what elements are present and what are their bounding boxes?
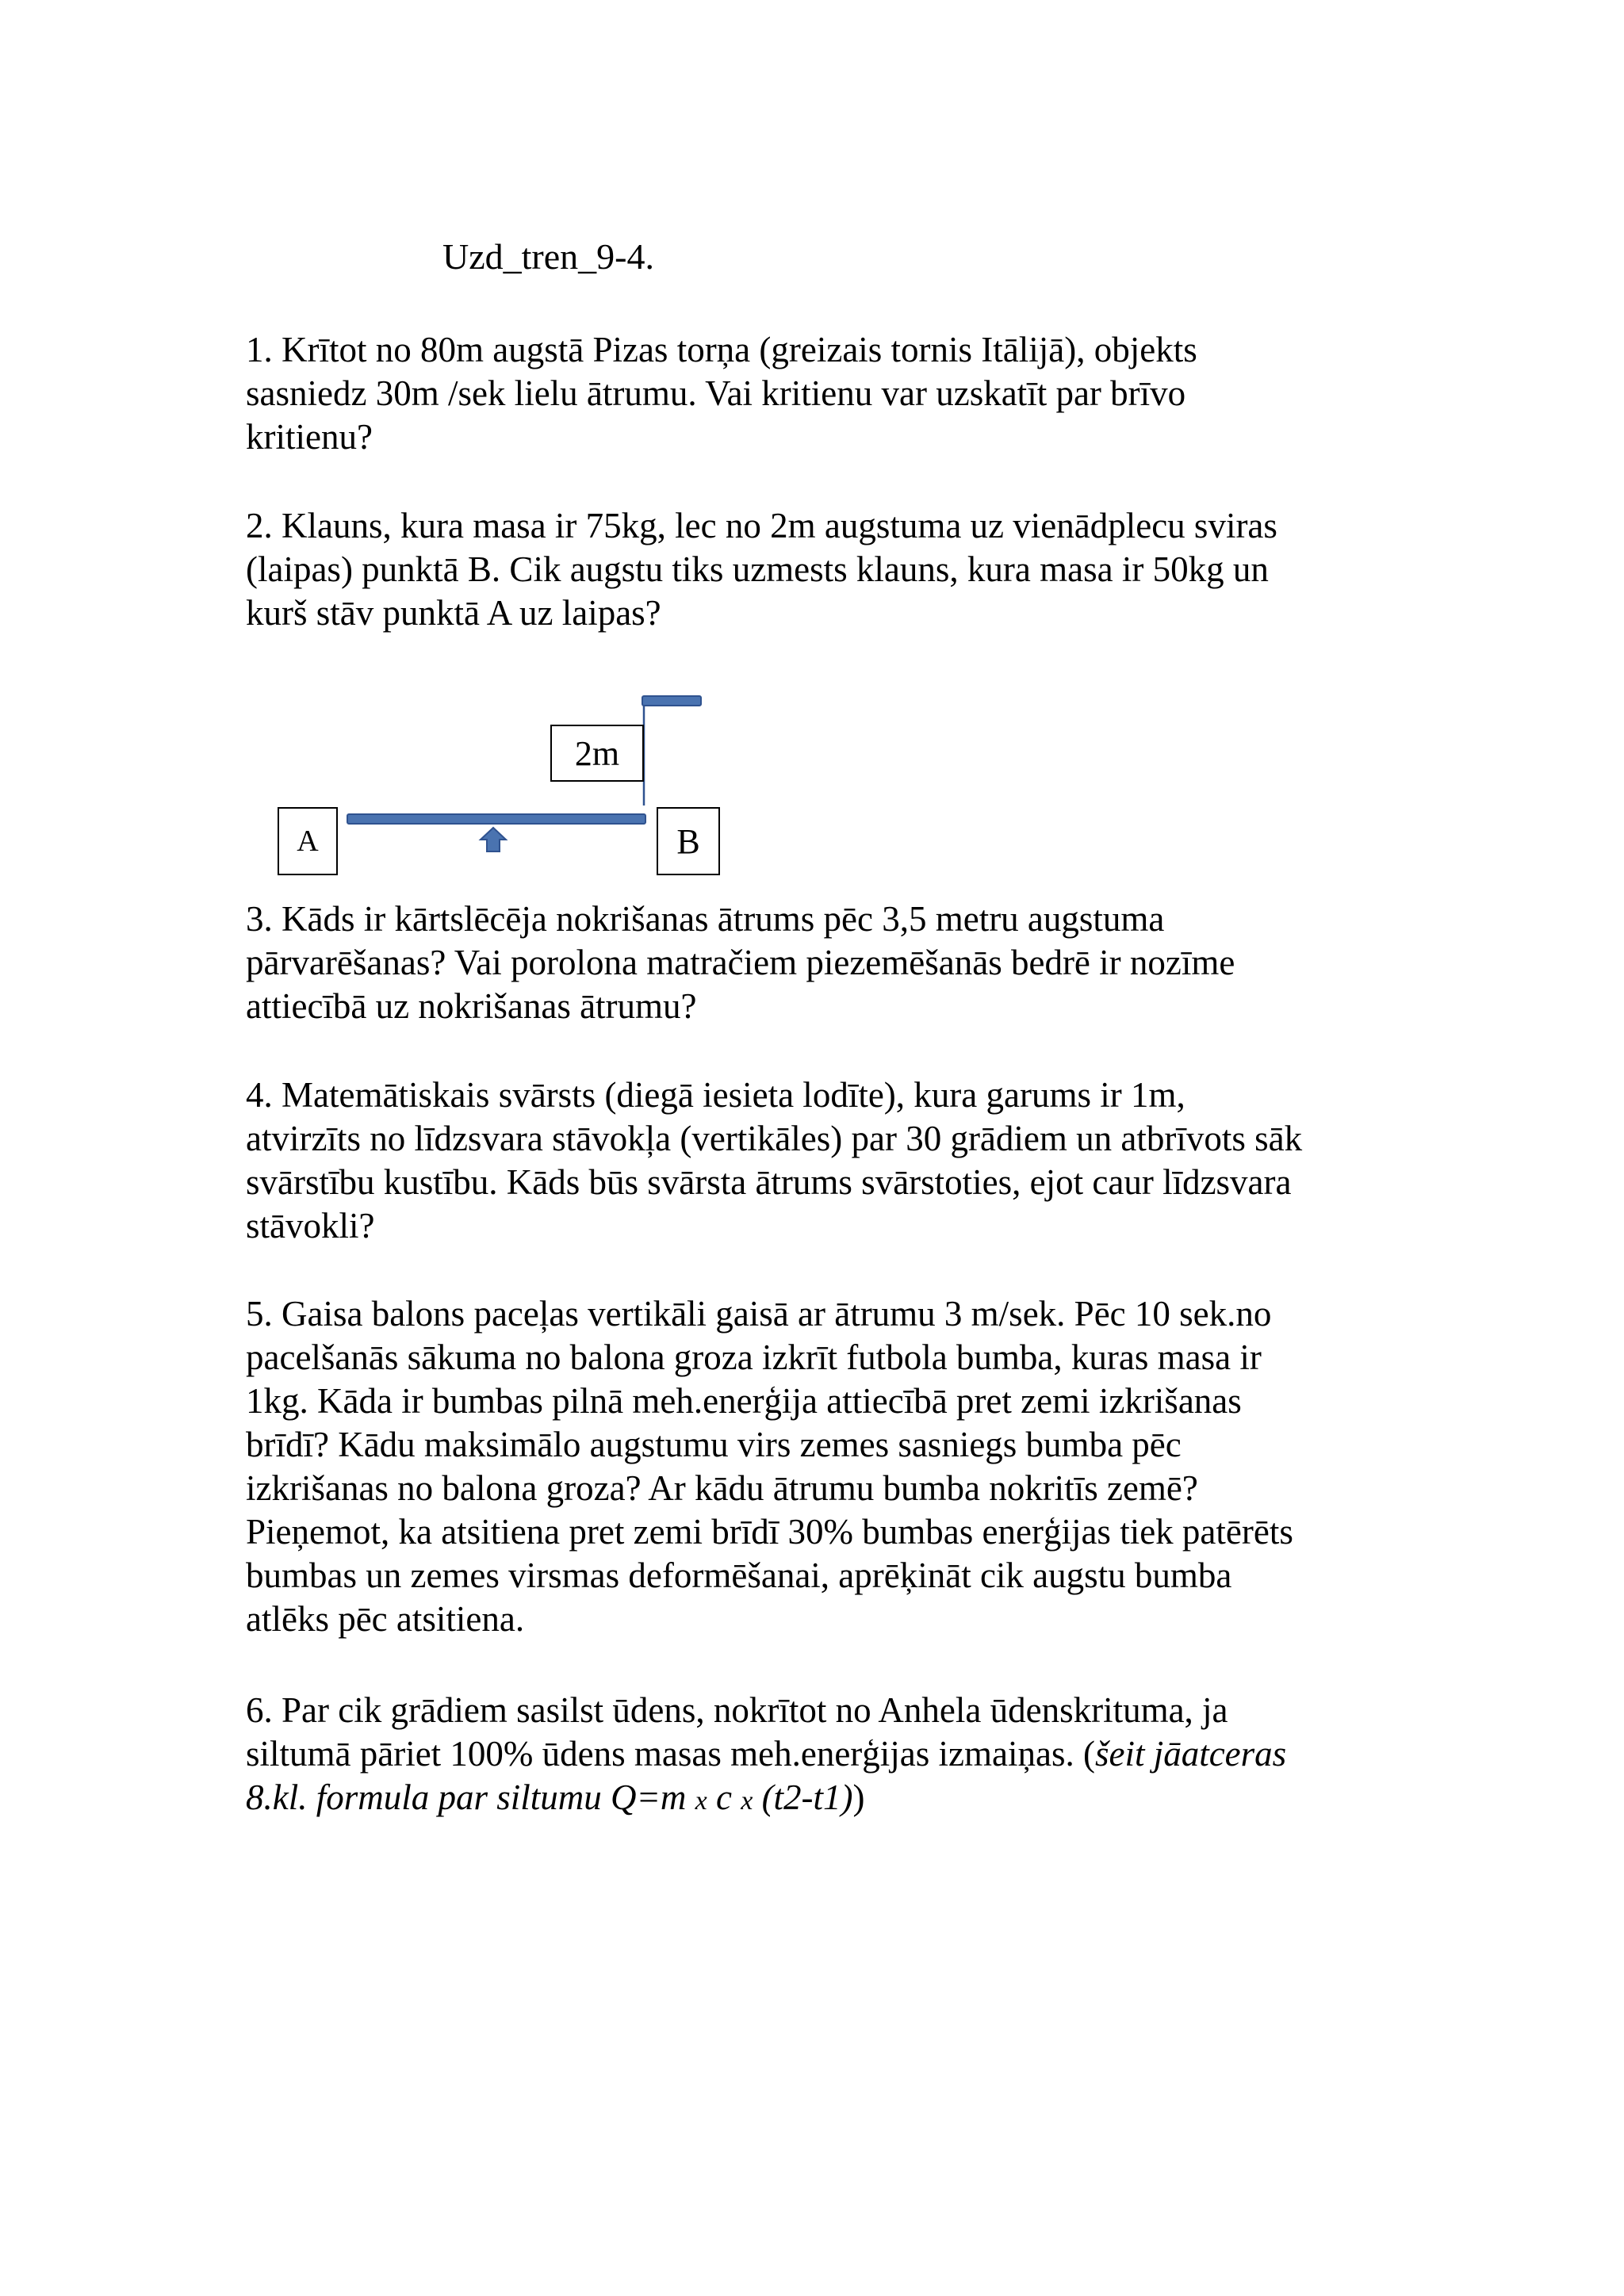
task-4 [246, 1073, 1388, 1248]
jump-platform [642, 696, 701, 706]
task-line: 6. Par cik grādiem sasilst ūdens, nokrītot no Anhela ūdenskrituma, ja [246, 1690, 1228, 1730]
lever-diagram [270, 687, 730, 880]
lever-beam [347, 814, 645, 824]
fulcrum-arrow-icon [481, 828, 506, 851]
times-sign: x [695, 1786, 707, 1816]
task-line: (laipas) punktā B. Cik augstu tiks uzmests klauns, kura masa ir 50kg un [246, 549, 1269, 589]
task-line: kritienu? [246, 417, 373, 457]
task-6 [246, 1689, 1388, 1823]
task-line [246, 1776, 1388, 1823]
task-line: bumbas un zemes virsmas deformēšanai, aprēķināt cik augstu bumba [246, 1556, 1232, 1595]
task-line: 5. Gaisa balons paceļas vertikāli gaisā ar ātrumu 3 m/sek. Pēc 10 sek.no [246, 1294, 1272, 1334]
formula-text: 8.kl. formula par siltumu Q=m [246, 1777, 695, 1817]
task-line: pacelšanās sākuma no balona groza izkrīt futbola bumba, kuras masa ir [246, 1337, 1262, 1377]
closing-paren: ) [852, 1777, 865, 1817]
formula-text: c [707, 1777, 741, 1817]
height-label-box: 2m [550, 725, 644, 782]
task-line: stāvokli? [246, 1206, 375, 1246]
task-line: pārvarēšanas? Vai porolona matračiem piezemēšanās bedrē ir nozīme [246, 943, 1235, 982]
task-1 [246, 328, 1388, 459]
formula-text: (t2-t1) [753, 1777, 853, 1817]
task-text: siltumā pāriet 100% ūdens masas meh.enerģijas izmaiņas. ( [246, 1734, 1095, 1774]
task-line: Pieņemot, ka atsitiena pret zemi brīdī 30% bumbas enerģijas tiek patērēts [246, 1512, 1293, 1552]
task-3 [246, 897, 1388, 1028]
task-line [246, 1732, 1388, 1776]
task-5 [246, 1292, 1388, 1641]
task-line: 3. Kāds ir kārtslēcēja nokrišanas ātrums pēc 3,5 metru augstuma [246, 899, 1165, 939]
hint-text: šeit jāatceras [1094, 1734, 1287, 1774]
task-line: attiecībā uz nokrišanas ātrumu? [246, 986, 697, 1026]
page-title: Uzd_tren_9-4. [442, 236, 654, 277]
times-sign: x [741, 1786, 753, 1816]
task-line: 2. Klauns, kura masa ir 75kg, lec no 2m augstuma uz vienādplecu sviras [246, 506, 1277, 545]
task-line: 4. Matemātiskais svārsts (diegā iesieta lodīte), kura garums ir 1m, [246, 1075, 1185, 1115]
point-b-box: B [657, 807, 720, 875]
task-line: brīdī? Kādu maksimālo augstumu virs zemes sasniegs bumba pēc [246, 1425, 1182, 1464]
task-line: 1. Krītot no 80m augstā Pizas torņa (greizais tornis Itālijā), objekts [246, 330, 1197, 369]
task-line: sasniedz 30m /sek lielu ātrumu. Vai kritienu var uzskatīt par brīvo [246, 373, 1186, 413]
task-line: 1kg. Kāda ir bumbas pilnā meh.enerģija attiecībā pret zemi izkrišanas [246, 1381, 1242, 1421]
task-line: svārstību kustību. Kāds būs svārsta ātrums svārstoties, ejot caur līdzsvara [246, 1162, 1292, 1202]
point-a-box: A [278, 807, 338, 875]
task-2 [246, 504, 1388, 635]
task-line: atvirzīts no līdzsvara stāvokļa (vertikāles) par 30 grādiem un atbrīvots sāk [246, 1119, 1303, 1158]
task-line: izkrišanas no balona groza? Ar kādu ātrumu bumba nokritīs zemē? [246, 1468, 1198, 1508]
task-line: atlēks pēc atsitiena. [246, 1599, 525, 1639]
task-line: kurš stāv punktā A uz laipas? [246, 593, 661, 633]
